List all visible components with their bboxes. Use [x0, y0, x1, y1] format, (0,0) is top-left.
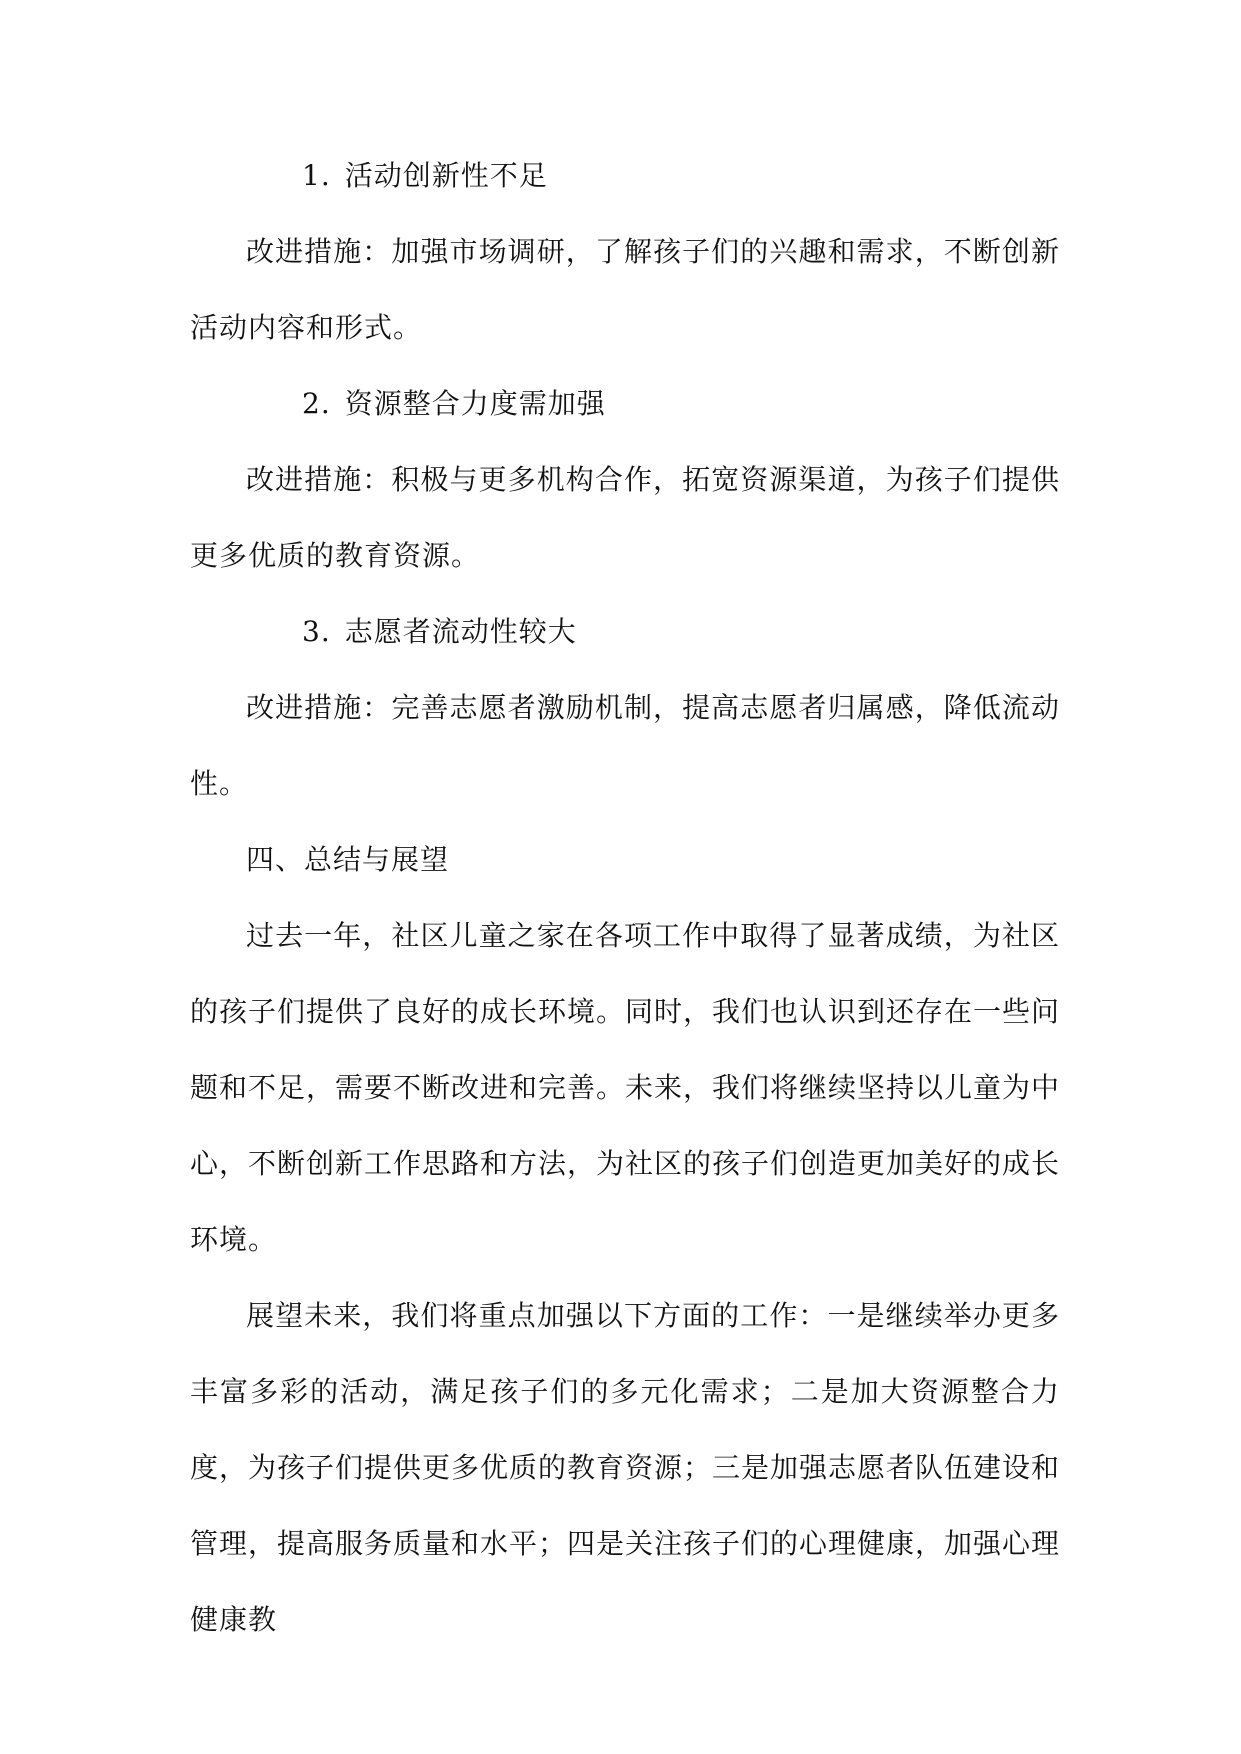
outlook-paragraph: 展望未来，我们将重点加强以下方面的工作：一是继续举办更多丰富多彩的活动，满足孩子们的多元化需求；二是加大资源整合力度，为孩子们提供更多优质的教育资源；三是加强志愿者队伍建设和管理，提高服务质量和水平；四是关注孩子们的心理健康，加强心理健康教 — [190, 1299, 1061, 1636]
item-measure-1: 改进措施：加强市场调研，了解孩子们的兴趣和需求，不断创新活动内容和形式。 — [190, 235, 1060, 344]
item-title-2: 资源整合力度需加强 — [344, 387, 606, 420]
item-number-2: 2. — [302, 387, 331, 420]
item-title-1: 活动创新性不足 — [344, 159, 548, 192]
item-heading-2 — [190, 366, 1060, 442]
section-heading: 四、总结与展望 — [246, 843, 450, 876]
summary-paragraph: 过去一年，社区儿童之家在各项工作中取得了显著成绩，为社区的孩子们提供了良好的成长环境。同时，我们也认识到还存在一些问题和不足，需要不断改进和完善。未来，我们将继续坚持以儿童为中心，不断创新工作思路和方法，为社区的孩子们创造更加美好的成长环境。 — [190, 919, 1061, 1256]
item-heading-3 — [190, 594, 1060, 670]
item-title-3: 志愿者流动性较大 — [344, 615, 577, 648]
item-measure-2: 改进措施：积极与更多机构合作，拓宽资源渠道，为孩子们提供更多优质的教育资源。 — [190, 463, 1060, 572]
item-number-3: 3. — [302, 615, 331, 648]
item-measure-3: 改进措施：完善志愿者激励机制，提高志愿者归属感，降低流动性。 — [190, 691, 1060, 800]
document-body — [190, 138, 1060, 1658]
item-number-1: 1. — [302, 159, 331, 192]
item-heading-1 — [190, 138, 1060, 214]
